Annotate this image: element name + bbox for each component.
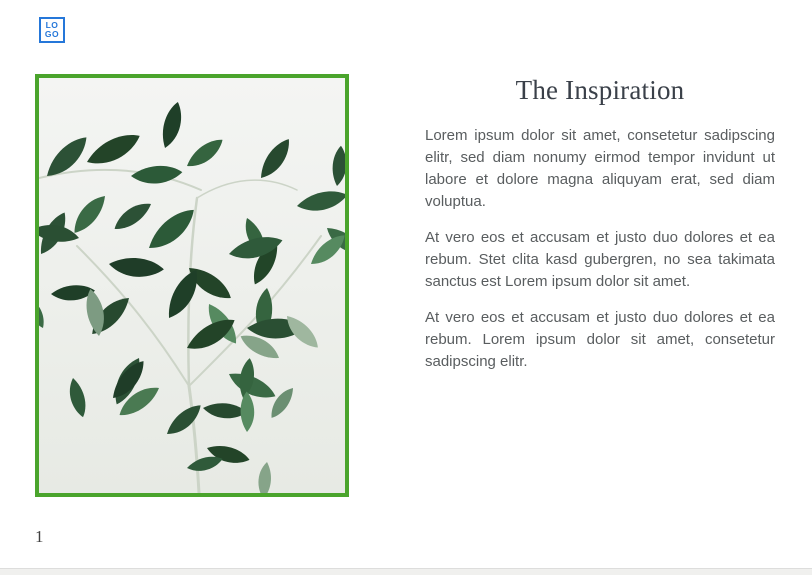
plant-photo-frame — [35, 74, 349, 497]
page-number: 1 — [35, 527, 44, 546]
body-paragraph-2: At vero eos et accusam et justo duo dolores et ea rebum. Stet clita kasd gubergren, no sea takimata sanctus est Lorem ipsum dolor sit amet. — [425, 229, 775, 290]
text-column — [425, 74, 775, 387]
body-paragraph-3: At vero eos et accusam et justo duo dolores et ea rebum. Lorem ipsum dolor sit amet, consetetur sadipscing elitr. — [425, 309, 775, 370]
footer-bar — [0, 568, 812, 575]
page-title: The Inspiration — [515, 75, 685, 105]
body-paragraph-1: Lorem ipsum dolor sit amet, consetetur sadipscing elitr, sed diam nonumy eirmod tempor invidunt ut labore et dolore magna aliquyam erat, sed diam voluptua. — [425, 127, 775, 210]
plant-photo — [39, 78, 345, 493]
logo-text-line1: LO — [45, 20, 59, 30]
logo-text-line2: GO — [44, 29, 60, 39]
logo — [39, 17, 65, 43]
